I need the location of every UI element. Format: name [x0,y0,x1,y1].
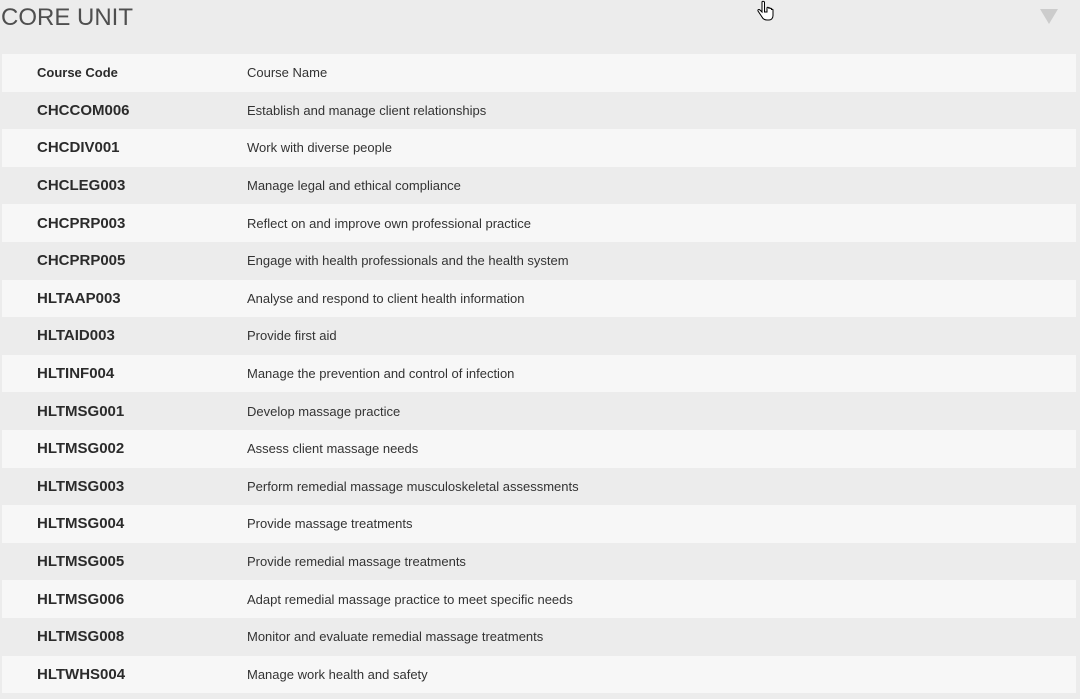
course-code-cell: HLTWHS004 [37,665,126,683]
table-row [2,280,1076,318]
course-code-cell: HLTMSG001 [37,402,125,420]
course-name-cell: Provide remedial massage treatments [247,554,466,570]
table-row [2,543,1076,581]
table-row [2,505,1076,543]
course-name-cell: Manage work health and safety [247,666,428,682]
course-code-cell: HLTMSG005 [37,553,125,571]
course-name-cell: Provide massage treatments [247,516,413,532]
table-row [2,656,1076,694]
course-code-cell: HLTMSG006 [37,590,125,608]
course-code-cell: HLTAAP003 [37,289,121,307]
course-code-cell: CHCLEG003 [37,177,126,195]
course-name-cell: Assess client massage needs [247,441,419,457]
course-code-cell: CHCPRP005 [37,252,126,270]
course-name-cell: Perform remedial massage musculoskeletal assessments [247,478,579,494]
table-row [2,430,1076,468]
course-code-cell: HLTINF004 [37,365,115,383]
course-name-cell: Work with diverse people [247,140,392,156]
table-row [2,242,1076,280]
course-code-cell: HLTMSG003 [37,477,125,495]
course-code-cell: CHCDIV001 [37,139,120,157]
hand-pointer-icon [755,0,777,22]
column-header-course-code: Course Code [37,65,118,81]
table-header-row [2,54,1076,92]
course-name-cell: Adapt remedial massage practice to meet specific needs [247,591,573,607]
table-row [2,317,1076,355]
course-name-cell: Develop massage practice [247,403,401,419]
table-row [2,468,1076,506]
course-name-cell: Reflect on and improve own professional practice [247,215,531,231]
course-code-cell: HLTMSG004 [37,515,125,533]
course-name-cell: Provide first aid [247,328,337,344]
course-table [2,54,1076,693]
table-row [2,392,1076,430]
course-name-cell: Establish and manage client relationships [247,102,487,118]
course-code-cell: HLTAID003 [37,327,115,345]
course-name-cell: Analyse and respond to client health information [247,290,525,306]
column-header-course-name: Course Name [247,65,328,81]
accordion-header[interactable] [0,0,1080,38]
table-row [2,580,1076,618]
table-row [2,167,1076,205]
course-name-cell: Manage the prevention and control of infection [247,366,515,382]
course-code-cell: CHCPRP003 [37,214,126,232]
table-row [2,355,1076,393]
course-name-cell: Monitor and evaluate remedial massage treatments [247,629,544,645]
course-code-cell: HLTMSG008 [37,628,125,646]
course-code-cell: HLTMSG002 [37,440,125,458]
course-code-cell: CHCCOM006 [37,101,130,119]
triangle-down-icon[interactable] [1040,9,1058,25]
table-row [2,204,1076,242]
section-title: CORE UNIT [1,4,133,31]
table-row [2,129,1076,167]
table-row [2,92,1076,130]
table-row [2,618,1076,656]
course-name-cell: Manage legal and ethical compliance [247,178,461,194]
course-name-cell: Engage with health professionals and the health system [247,253,569,269]
